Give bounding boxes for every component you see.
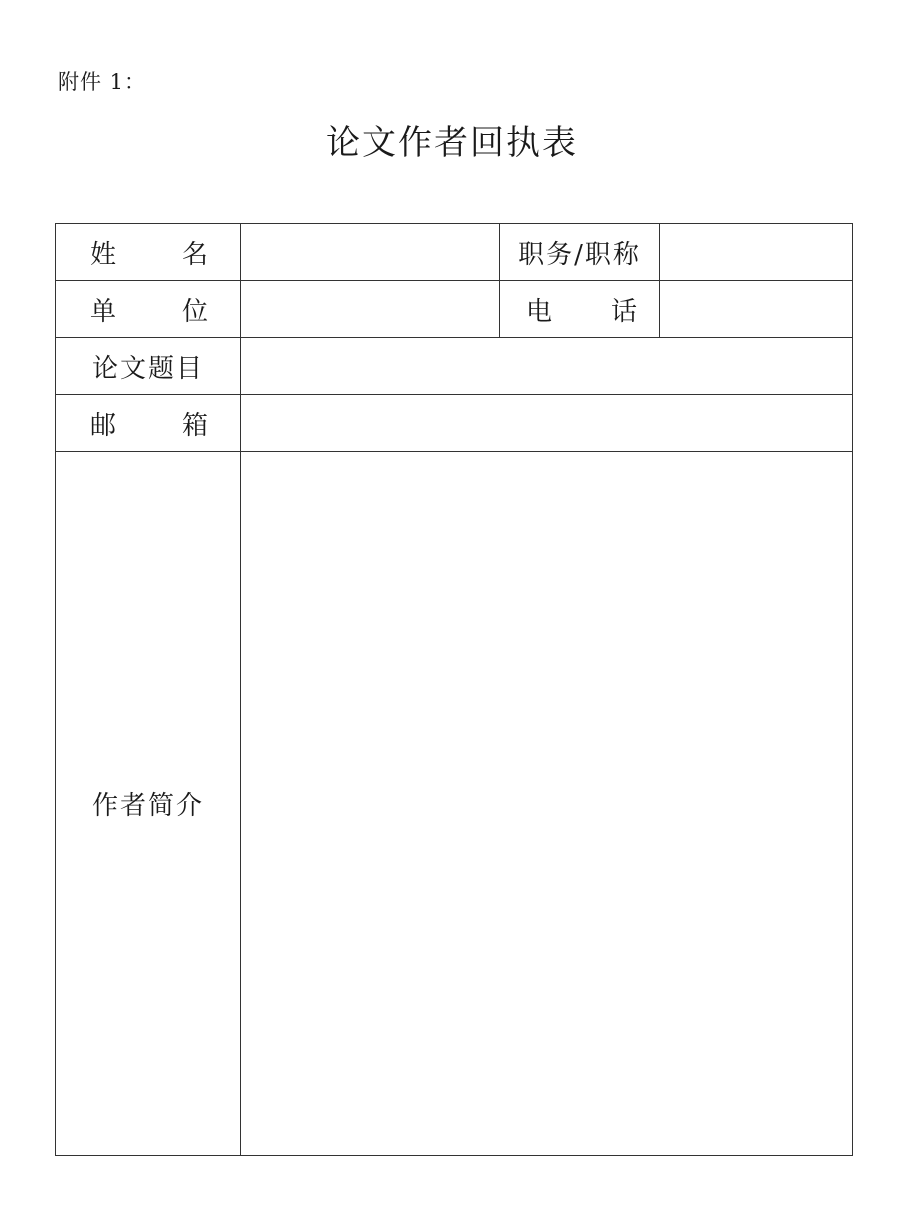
email-label-second: 箱 [181, 410, 208, 441]
author-bio-label-cell [56, 452, 241, 1156]
name-label-second: 名 [181, 239, 208, 270]
phone-label-cell [500, 281, 660, 338]
email-label-cell [56, 395, 241, 452]
unit-label-first: 单 [90, 296, 117, 327]
row-email [56, 395, 853, 452]
author-bio-field[interactable] [241, 452, 853, 1156]
email-field[interactable] [241, 395, 853, 452]
position-field[interactable] [660, 224, 853, 281]
phone-label-first: 电 [526, 296, 553, 327]
row-paper-title [56, 338, 853, 395]
unit-label-cell [56, 281, 241, 338]
name-label-first: 姓 [90, 239, 117, 270]
position-label-cell [500, 224, 660, 281]
phone-label-second: 话 [610, 296, 637, 327]
position-label: 职务/职称 [518, 239, 641, 270]
email-label-first: 邮 [90, 410, 117, 441]
phone-field[interactable] [660, 281, 853, 338]
author-bio-label: 作者简介 [91, 791, 204, 821]
name-field[interactable] [241, 224, 500, 281]
author-receipt-table [55, 223, 853, 1156]
unit-field[interactable] [241, 281, 500, 338]
row-unit [56, 281, 853, 338]
paper-title-label: 论文题目 [91, 353, 204, 384]
page-title: 论文作者回执表 [326, 123, 578, 163]
paper-title-label-cell [56, 338, 241, 395]
attachment-label: 附件 1： [58, 70, 147, 94]
name-label-cell [56, 224, 241, 281]
row-name [56, 224, 853, 281]
unit-label-second: 位 [181, 296, 208, 327]
row-author-bio [56, 452, 853, 1156]
paper-title-field[interactable] [241, 338, 853, 395]
